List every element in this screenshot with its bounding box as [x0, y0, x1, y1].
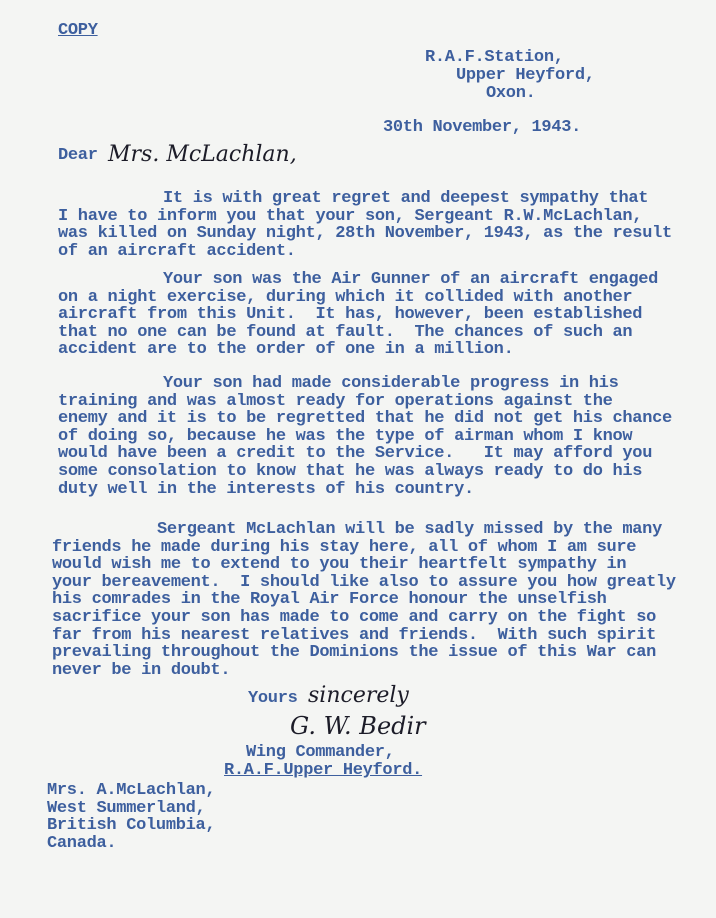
paragraph-line: Your son had made considerable progress in his: [163, 374, 619, 393]
signature: G. W. Bedir: [290, 712, 426, 740]
recipient-address-line: West Summerland,: [47, 798, 206, 818]
closing: Yours: [248, 689, 298, 708]
paragraph-line: never be in doubt.: [52, 660, 231, 680]
copy-mark: COPY: [58, 21, 98, 40]
paragraph-line: It is with great regret and deepest sympathy that: [163, 189, 649, 208]
sender-address-line-3: Oxon.: [486, 84, 536, 103]
signatory-title: Wing Commander,: [246, 743, 395, 762]
paragraph-3: [58, 375, 672, 498]
paragraph-line: would have been a credit to the Service. It may afford you: [58, 444, 653, 464]
recipient-address-line: Mrs. A.McLachlan,: [47, 781, 216, 800]
paragraph-line: enemy and it is to be regretted that he did not get his chance: [58, 409, 672, 429]
paragraph-line: sacrifice your son has made to come and carry on the fight so: [52, 607, 657, 627]
paragraph-line: prevailing throughout the Dominions the issue of this War can: [52, 643, 657, 663]
paragraph-line: training and was almost ready for operations against the: [58, 391, 613, 411]
salutation-handwritten: Mrs. McLachlan,: [108, 142, 297, 167]
paragraph-line: accident are to the order of one in a million.: [58, 340, 514, 360]
signatory-unit: R.A.F.Upper Heyford.: [224, 761, 423, 780]
paragraph-line: that no one can be found at fault. The chances of such an: [58, 322, 633, 342]
paragraph-line: I have to inform you that your son, Sergeant R.W.McLachlan,: [58, 206, 643, 226]
paragraph-line: some consolation to know that he was always ready to do his: [58, 461, 643, 481]
paragraph-line: his comrades in the Royal Air Force honour the unselfish: [52, 590, 607, 610]
paragraph-line: was killed on Sunday night, 28th November, 1943, as the result: [58, 224, 672, 244]
letter-date: 30th November, 1943.: [383, 118, 582, 137]
closing-handwritten: sincerely: [308, 683, 409, 708]
paragraph-line: your bereavement. I should like also to assure you how greatly: [52, 572, 676, 592]
paragraph-line: would wish me to extend to you their heartfelt sympathy in: [52, 555, 627, 575]
paragraph-line: of an aircraft accident.: [58, 241, 296, 261]
recipient-address: [47, 782, 215, 852]
paragraph-line: Sergeant McLachlan will be sadly missed by the many: [157, 520, 662, 539]
paragraph-1: [58, 190, 672, 260]
recipient-address-line: Canada.: [47, 833, 117, 853]
paragraph-2: [58, 271, 658, 359]
paragraph-line: friends he made during his stay here, all of whom I am sure: [52, 537, 637, 557]
paragraph-line: duty well in the interests of his country.: [58, 479, 474, 499]
paragraph-4: [52, 521, 676, 679]
paragraph-line: on a night exercise, during which it collided with another: [58, 287, 633, 307]
sender-address-line-2: Upper Heyford,: [456, 66, 595, 85]
salutation: Dear: [58, 146, 98, 165]
paragraph-line: Your son was the Air Gunner of an aircraft engaged: [163, 270, 659, 289]
recipient-address-line: British Columbia,: [47, 816, 216, 836]
paragraph-line: aircraft from this Unit. It has, however, been established: [58, 305, 643, 325]
paragraph-line: far from his nearest relatives and friends. With such spirit: [52, 625, 657, 645]
paragraph-line: of doing so, because he was the type of airman whom I know: [58, 426, 633, 446]
sender-address-line-1: R.A.F.Station,: [425, 48, 564, 67]
